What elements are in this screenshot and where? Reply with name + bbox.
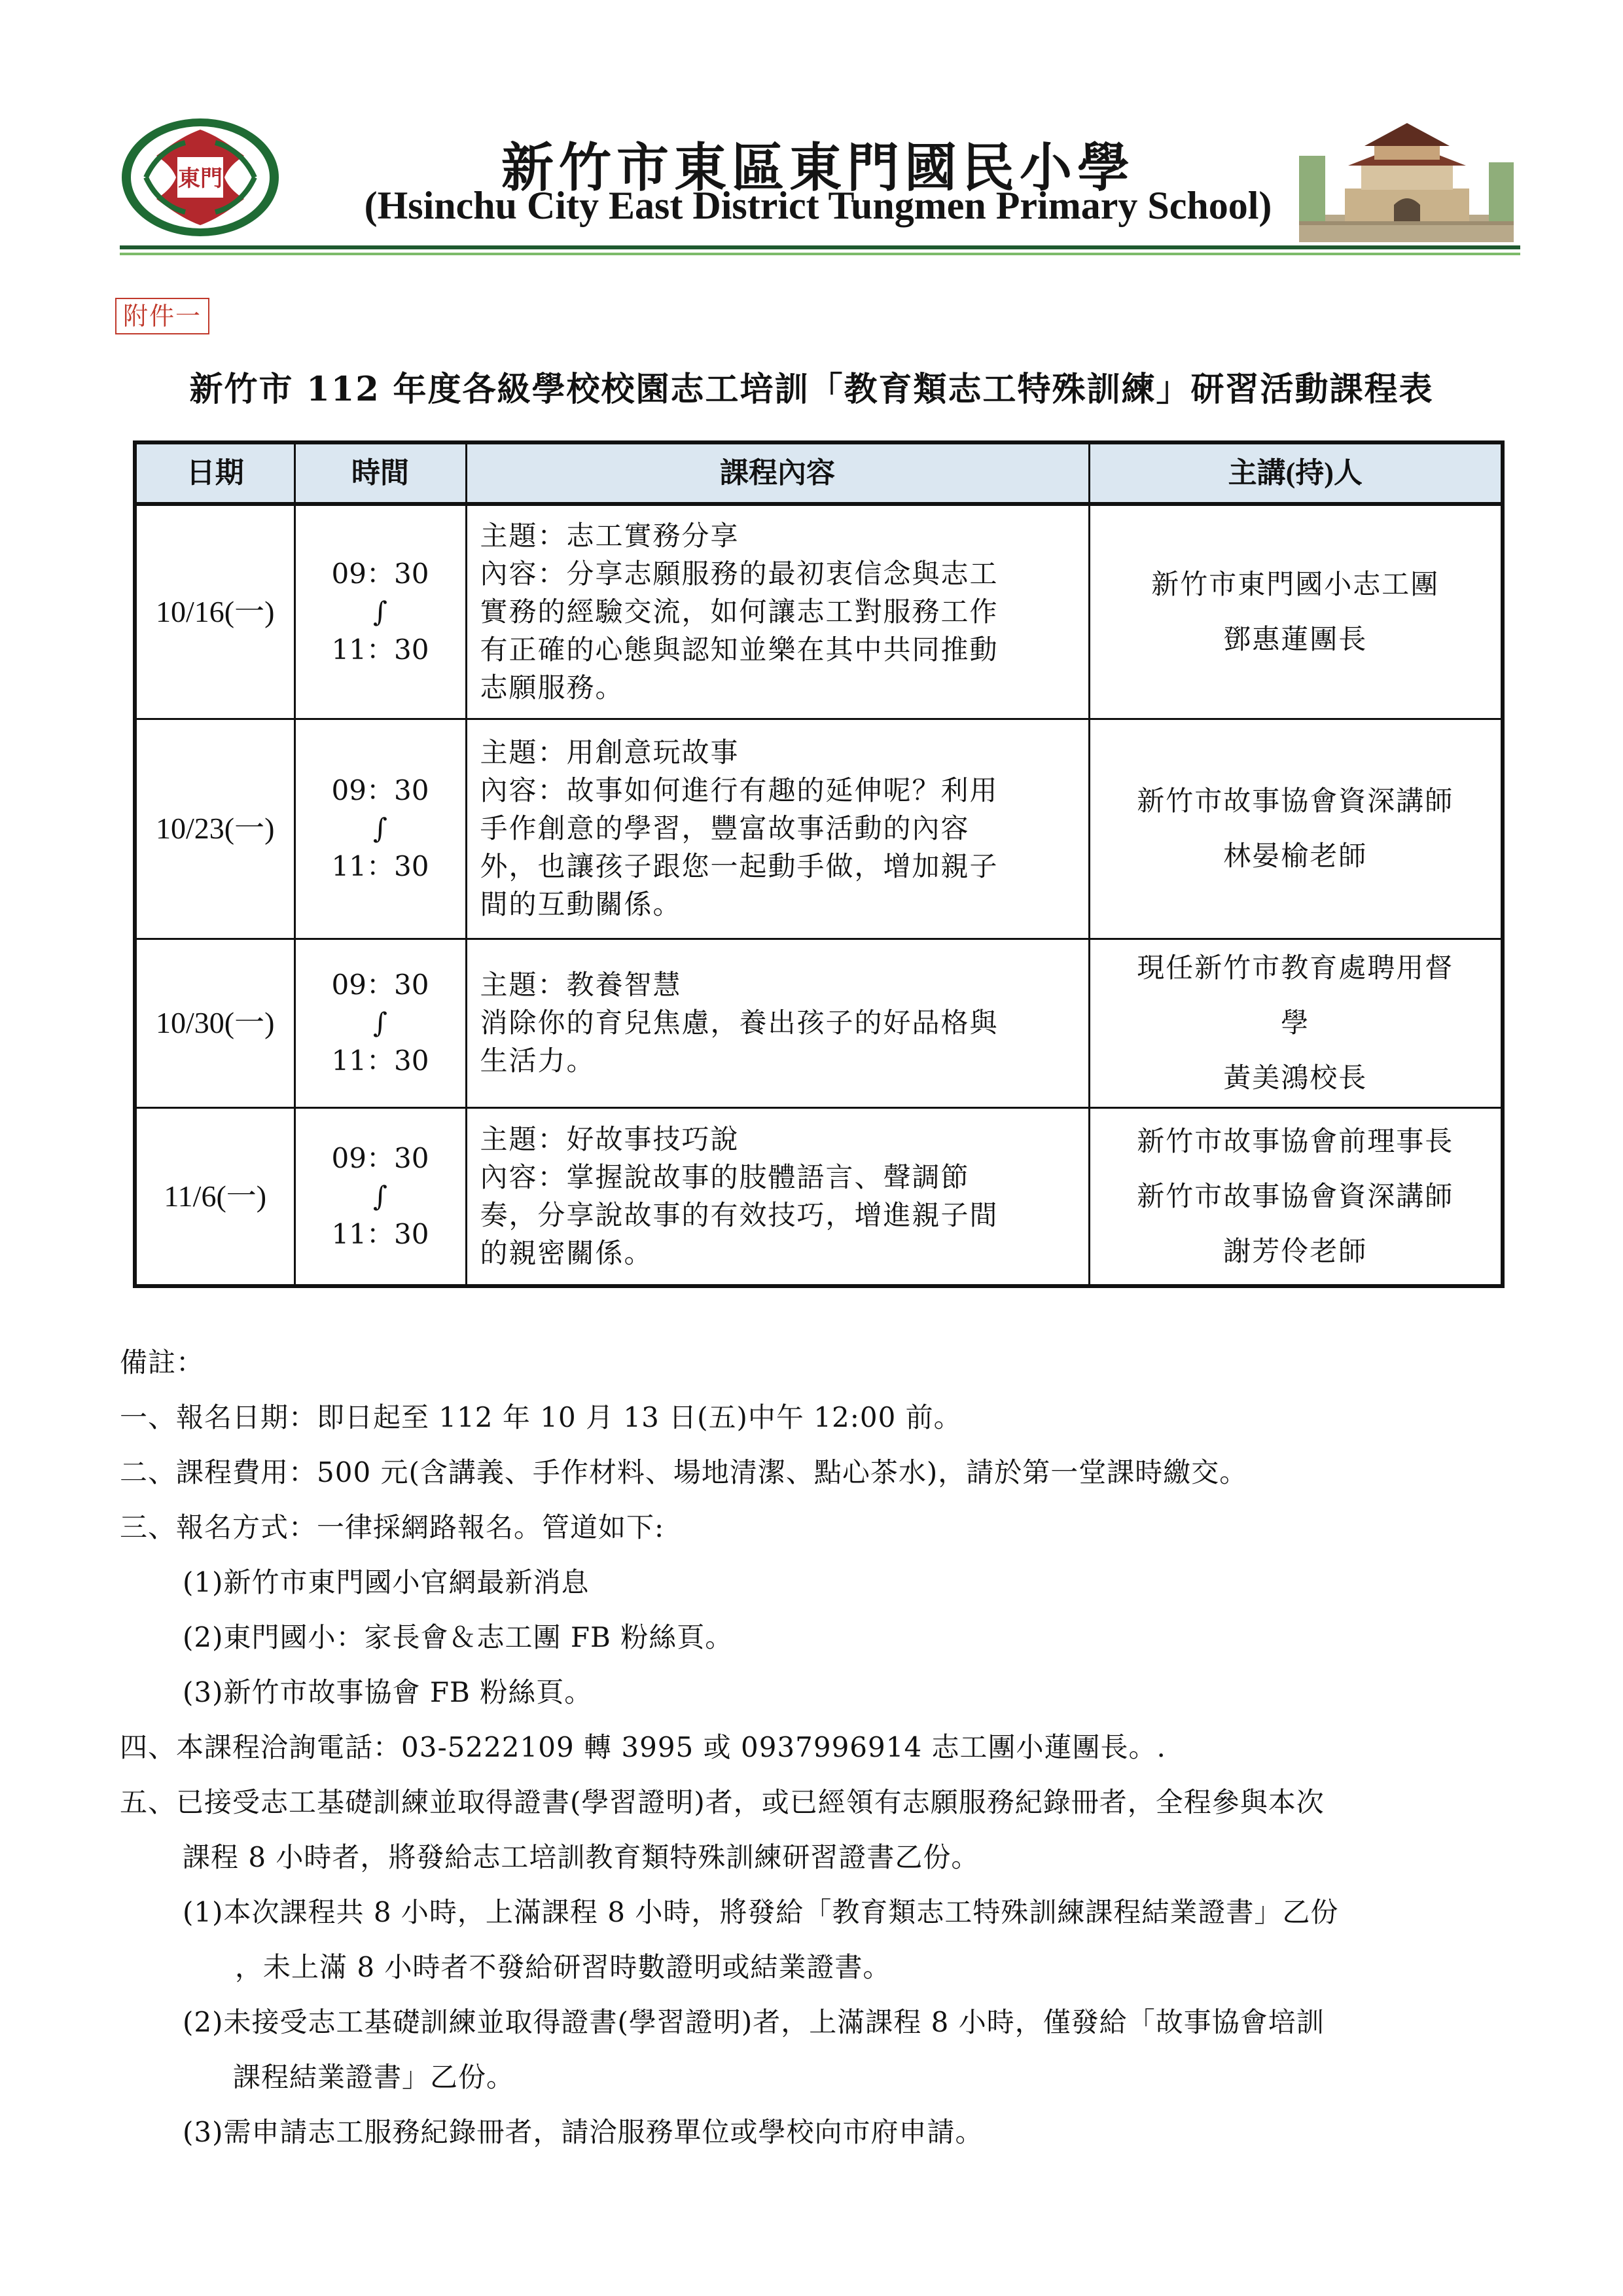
content-line: 生活力。: [480, 1045, 596, 1077]
content-line: 內容：故事如何進行有趣的延伸呢？利用: [480, 774, 999, 806]
header-rule-accent: [120, 253, 1520, 255]
session-time: [294, 719, 466, 939]
time-start: 09：30: [331, 1141, 429, 1174]
speaker-line: 新竹市故事協會資深講師: [1137, 785, 1454, 817]
note-item: 四、本課程洽詢電話：03-5222109 轉 3995 或 0937996914 志工團小蓮團長。.: [120, 1731, 1166, 1763]
speaker-line: 鄧惠蓮團長: [1223, 622, 1368, 655]
note-item-continuation: 課程 8 小時者，將發給志工培訓教育類特殊訓練研習證書乙份。: [183, 1841, 980, 1873]
column-header-speaker: 主講(持)人: [1089, 442, 1503, 504]
session-content: [466, 504, 1089, 719]
school-name-cn: 新竹市東區東門國民小學: [501, 137, 1135, 198]
header-rule: [120, 245, 1520, 249]
time-separator: ∫: [373, 812, 387, 844]
time-start: 09：30: [331, 774, 429, 806]
session-time: [294, 939, 466, 1107]
content-line: 的親密關係。: [480, 1236, 653, 1269]
session-date: 10/30(一): [135, 939, 294, 1107]
time-start: 09：30: [331, 969, 429, 1001]
content-line: 手作創意的學習，豐富故事活動的內容: [480, 812, 970, 844]
note-subitem: (1)新竹市東門國小官網最新消息: [183, 1566, 590, 1598]
notes-heading: 備註：: [120, 1346, 205, 1378]
content-line: 內容：分享志願服務的最初衷信念與志工: [480, 557, 999, 590]
session-speaker: [1089, 1107, 1503, 1286]
speaker-line: 林晏榆老師: [1223, 840, 1368, 872]
note-item: 二、課程費用：500 元(含講義、手作材料、場地清潔、點心茶水)，請於第一堂課時繳交。: [120, 1456, 1248, 1488]
time-separator: ∫: [373, 1007, 387, 1039]
note-subitem-continuation: ，未上滿 8 小時者不發給研習時數證明或結業證書。: [235, 1951, 891, 1983]
session-date: 10/16(一): [135, 504, 294, 719]
session-content: [466, 939, 1089, 1107]
time-start: 09：30: [331, 557, 429, 590]
school-name-en: (Hsinchu City East District Tungmen Primary School): [364, 184, 1272, 227]
time-end: 11：30: [331, 1045, 429, 1077]
note-subitem: (3)新竹市故事協會 FB 粉絲頁。: [183, 1676, 593, 1708]
school-logo: [120, 117, 281, 238]
note-subitem: (1)本次課程共 8 小時，上滿課程 8 小時，將發給「教育類志工特殊訓練課程結業證書」乙份: [183, 1896, 1339, 1928]
session-content: [466, 1107, 1089, 1286]
time-end: 11：30: [331, 850, 429, 882]
speaker-line: 謝芳伶老師: [1223, 1234, 1368, 1267]
content-line: 消除你的育兒焦慮，養出孩子的好品格與: [480, 1007, 999, 1039]
content-line: 奏，分享說故事的有效技巧，增進親子間: [480, 1198, 999, 1231]
content-line: 外，也讓孩子跟您一起動手做，增加親子: [480, 850, 999, 882]
tower-illustration: [1299, 117, 1514, 242]
session-date: 11/6(一): [135, 1107, 294, 1286]
speaker-line: 新竹市東門國小志工團: [1151, 567, 1440, 600]
table-header-row: [135, 442, 1503, 504]
column-header-time: 時間: [294, 442, 466, 504]
content-line: 實務的經驗交流，如何讓志工對服務工作: [480, 595, 999, 628]
page-title: 新竹市 112 年度各級學校校園志工培訓「教育類志工特殊訓練」研習活動課程表: [189, 370, 1434, 409]
session-speaker: [1089, 719, 1503, 939]
table-row: [135, 719, 1503, 939]
content-line: 主題：用創意玩故事: [480, 736, 740, 768]
content-line: 志願服務。: [480, 671, 624, 704]
notes-section: [120, 1335, 1520, 2160]
note-item: 三、報名方式：一律採網路報名。管道如下:: [120, 1511, 665, 1543]
content-line: 主題：教養智慧: [480, 969, 682, 1001]
schedule-table: [133, 440, 1505, 1288]
table-row: [135, 504, 1503, 719]
content-line: 內容：掌握說故事的肢體語言、聲調節: [480, 1160, 970, 1193]
speaker-line: 學: [1281, 1007, 1310, 1039]
speaker-line: 現任新竹市教育處聘用督: [1137, 952, 1454, 984]
session-speaker: [1089, 939, 1503, 1107]
column-header-date: 日期: [135, 442, 294, 504]
note-subitem: (2)東門國小：家長會＆志工團 FB 粉絲頁。: [183, 1621, 734, 1653]
content-line: 主題：好故事技巧說: [480, 1122, 740, 1155]
session-content: [466, 719, 1089, 939]
note-item: 五、已接受志工基礎訓練並取得證書(學習證明)者，或已經領有志願服務紀錄冊者，全程參與本次: [120, 1786, 1325, 1818]
session-date: 10/23(一): [135, 719, 294, 939]
content-line: 主題：志工實務分享: [480, 519, 740, 552]
attachment-tag: 附件一: [115, 298, 209, 334]
table-row: [135, 939, 1503, 1107]
column-header-content: 課程內容: [466, 442, 1089, 504]
speaker-line: 新竹市故事協會前理事長: [1137, 1124, 1454, 1157]
table-row: [135, 1107, 1503, 1286]
session-time: [294, 1107, 466, 1286]
time-end: 11：30: [331, 633, 429, 666]
note-subitem-continuation: 課程結業證書」乙份。: [233, 2061, 515, 2093]
speaker-line: 新竹市故事協會資深講師: [1137, 1179, 1454, 1212]
session-time: [294, 504, 466, 719]
logo-text: 東門: [178, 166, 223, 192]
speaker-line: 黃美鴻校長: [1223, 1062, 1368, 1094]
content-line: 有正確的心態與認知並樂在其中共同推動: [480, 633, 999, 666]
note-item: 一、報名日期：即日起至 112 年 10 月 13 日(五)中午 12:00 前。: [120, 1401, 962, 1433]
time-separator: ∫: [373, 1179, 387, 1212]
time-separator: ∫: [373, 595, 387, 628]
session-speaker: [1089, 504, 1503, 719]
note-subitem: (2)未接受志工基礎訓練並取得證書(學習證明)者，上滿課程 8 小時，僅發給「故事協會培訓: [183, 2006, 1325, 2038]
time-end: 11：30: [331, 1217, 429, 1250]
content-line: 間的互動關係。: [480, 888, 682, 920]
note-subitem: (3)需申請志工服務紀錄冊者，請洽服務單位或學校向市府申請。: [183, 2116, 984, 2148]
